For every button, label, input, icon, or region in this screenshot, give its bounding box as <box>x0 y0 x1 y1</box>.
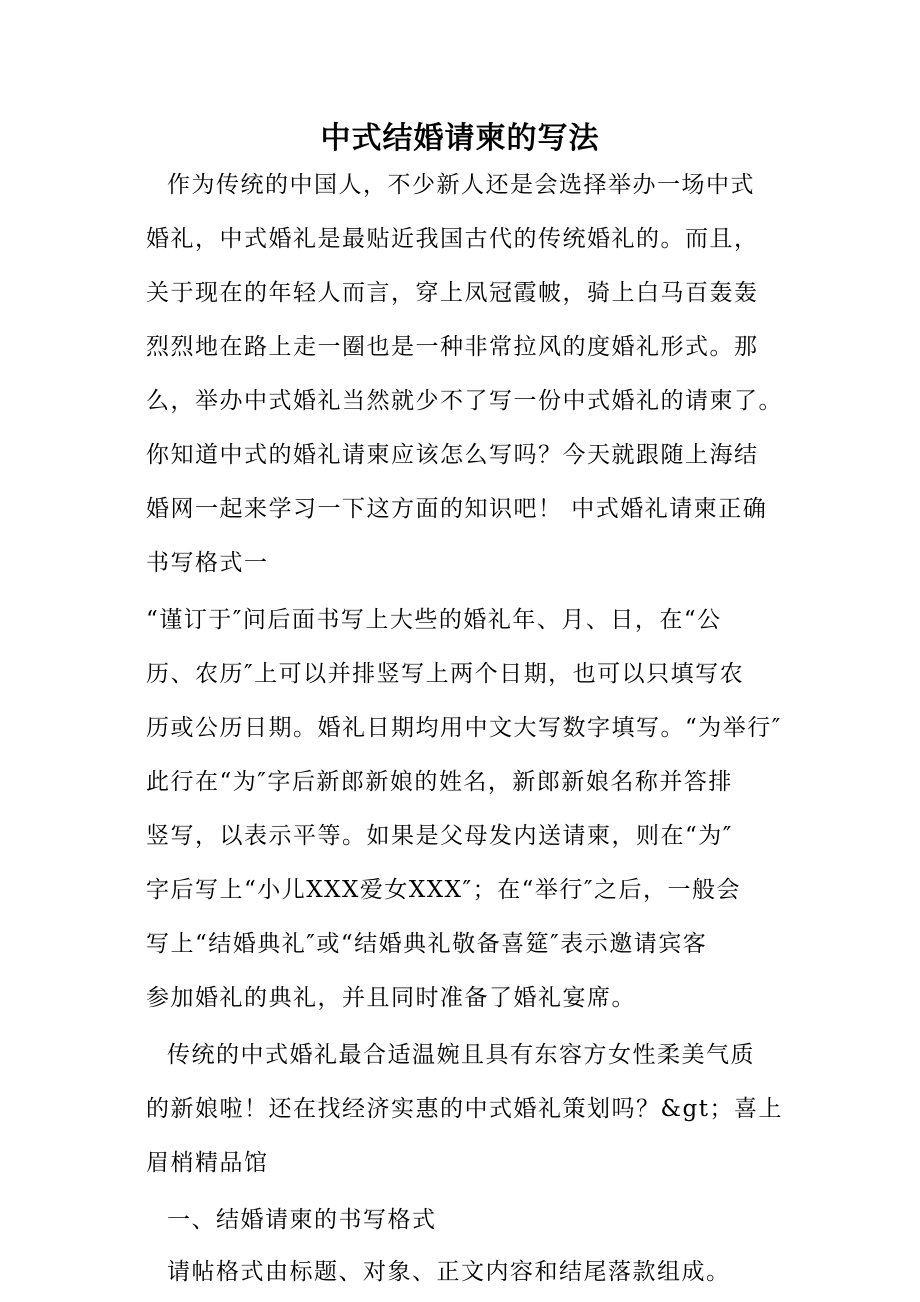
paragraph-line: 作为传统的中国人，不少新人还是会选择举办一场中式 <box>167 172 755 198</box>
paragraph-line: 的新娘啦！还在找经济实惠的中式婚礼策划吗？&gt；喜上 <box>146 1096 783 1122</box>
paragraph-line: 烈烈地在路上走一圈也是一种非常拉风的度婚礼形式。那 <box>146 334 759 360</box>
paragraph-line: 此行在“为″字后新郎新娘的姓名，新郎新娘名称并答排 <box>146 769 733 795</box>
paragraph-line: 参加婚礼的典礼，并且同时准备了婚礼宴席。 <box>146 985 636 1011</box>
paragraph-line: 字后写上“小儿XXX爱女XXX″；在“举行″之后，一般会 <box>146 877 741 903</box>
paragraph-line: 关于现在的年轻人而言，穿上凤冠霞帔，骑上白马百轰轰 <box>146 280 759 306</box>
paragraph-line: 书写格式一 <box>146 550 269 576</box>
document-title: 中式结婚请柬的写法 <box>320 121 600 156</box>
paragraph-line: 你知道中式的婚礼请柬应该怎么写吗？今天就跟随上海结 <box>146 442 759 468</box>
paragraph-line: 传统的中式婚礼最合适温婉且具有东容方女性柔美气质 <box>167 1042 755 1068</box>
paragraph-line: 婚礼，中式婚礼是最贴近我国古代的传统婚礼的。而且， <box>146 226 759 252</box>
paragraph-line: 竖写，以表示平等。如果是父母发内送请柬，则在“为″ <box>146 823 733 849</box>
paragraph-line: 婚网一起来学习一下这方面的知识吧！ 中式婚礼请柬正确 <box>146 496 768 522</box>
paragraph-line: 历或公历日期。婚礼日期均用中文大写数字填写。“为举行″ <box>146 715 782 741</box>
section-heading: 一、结婚请柬的书写格式 <box>167 1207 437 1233</box>
paragraph-line: 写上“结婚典礼″或“结婚典礼敬备喜筵″表示邀请宾客 <box>146 931 708 957</box>
paragraph-line: “谨订于″问后面书写上大些的婚礼年、月、日，在“公 <box>146 607 722 633</box>
paragraph-line: 历、农历″上可以并排竖写上两个日期，也可以只填写农 <box>146 661 745 687</box>
paragraph-line: 眉梢精品馆 <box>146 1150 269 1176</box>
paragraph-line: 么，举办中式婚礼当然就少不了写一份中式婚礼的请柬了。 <box>146 388 783 414</box>
paragraph-line: 请帖格式由标题、对象、正文内容和结尾落款组成。 <box>167 1259 731 1285</box>
